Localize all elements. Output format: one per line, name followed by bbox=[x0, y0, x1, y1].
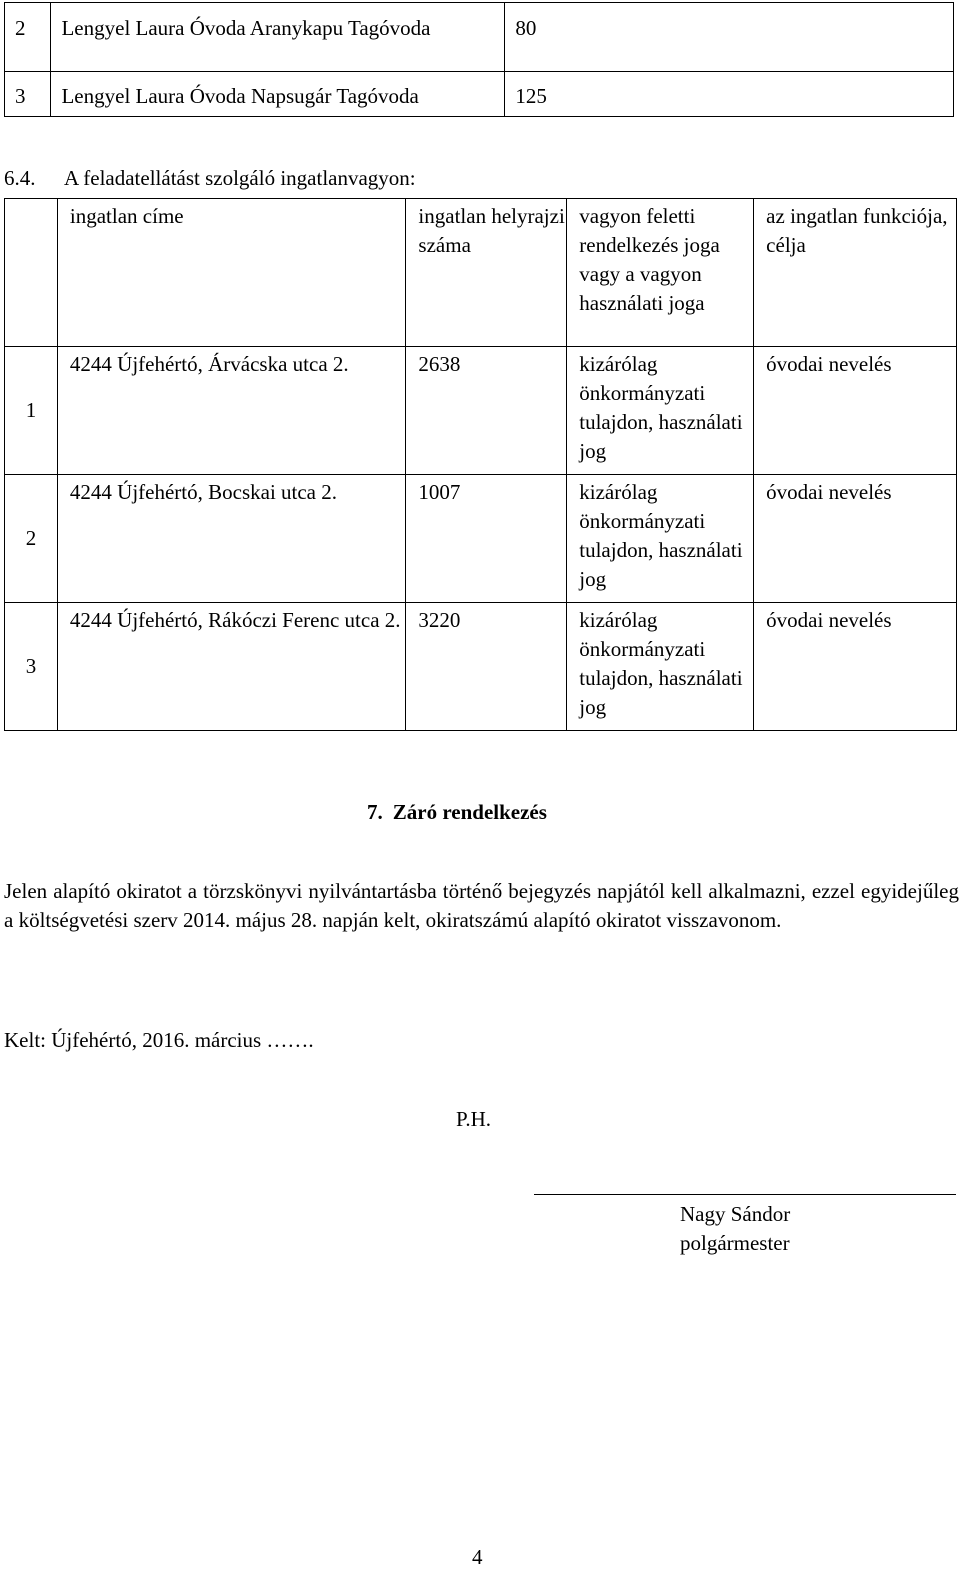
row-number: 3 bbox=[5, 72, 51, 117]
closing-title: Záró rendelkezés bbox=[392, 800, 547, 824]
table-row bbox=[5, 603, 957, 731]
row-number: 1 bbox=[5, 347, 58, 475]
row-number: 2 bbox=[5, 475, 58, 603]
section-title: A feladatellátást szolgáló ingatlanvagyon: bbox=[64, 166, 416, 190]
signature-line bbox=[534, 1194, 956, 1195]
header-property-right: vagyon feletti rendelkezés joga vagy a vagyon használati joga bbox=[567, 199, 754, 347]
table-row bbox=[5, 347, 957, 475]
capacity-value: 80 bbox=[505, 3, 954, 72]
closing-number: 7. bbox=[367, 800, 383, 824]
table-row bbox=[5, 72, 954, 117]
property-address: 4244 Újfehértó, Bocskai utca 2. bbox=[57, 475, 406, 603]
table-row bbox=[5, 3, 954, 72]
signatory-name: Nagy Sándor bbox=[680, 1202, 791, 1226]
property-address: 4244 Újfehértó, Rákóczi Ferenc utca 2. bbox=[57, 603, 406, 731]
row-number: 3 bbox=[5, 603, 58, 731]
facility-name: Lengyel Laura Óvoda Napsugár Tagóvoda bbox=[51, 72, 505, 117]
row-number: 2 bbox=[5, 3, 51, 72]
page-number: 4 bbox=[472, 1545, 483, 1569]
section-heading bbox=[4, 164, 416, 193]
property-right: kizárólag önkormányzati tulajdon, használati jog bbox=[567, 603, 754, 731]
header-number bbox=[5, 199, 58, 347]
closing-paragraph: Jelen alapító okiratot a törzskönyvi nyilvántartásba történő bejegyzés napjától kell alkalmazni, ezzel egyidejűleg a költségvetési szerv 2014. május 28. napján kelt, okiratszámú alapító okiratot visszavonom. bbox=[4, 879, 959, 932]
table-row bbox=[5, 475, 957, 603]
header-lot-number: ingatlan helyrajzi száma bbox=[406, 199, 567, 347]
header-function: az ingatlan funkciója, célja bbox=[754, 199, 957, 347]
property-right: kizárólag önkormányzati tulajdon, használati jog bbox=[567, 475, 754, 603]
property-table bbox=[4, 198, 957, 731]
property-function: óvodai nevelés bbox=[754, 347, 957, 475]
capacity-value: 125 bbox=[505, 72, 954, 117]
lot-number: 3220 bbox=[406, 603, 567, 731]
property-address: 4244 Újfehértó, Árvácska utca 2. bbox=[57, 347, 406, 475]
facility-capacity-table bbox=[4, 2, 954, 117]
dated-line: Kelt: Újfehértó, 2016. március ……. bbox=[4, 1028, 314, 1052]
facility-name: Lengyel Laura Óvoda Aranykapu Tagóvoda bbox=[51, 3, 505, 72]
lot-number: 1007 bbox=[406, 475, 567, 603]
signatory-title: polgármester bbox=[680, 1231, 790, 1255]
section-number: 6.4. bbox=[4, 166, 36, 190]
table-header-row bbox=[5, 199, 957, 347]
stamp-placeholder: P.H. bbox=[456, 1107, 492, 1131]
closing-heading bbox=[367, 798, 547, 827]
lot-number: 2638 bbox=[406, 347, 567, 475]
property-right: kizárólag önkormányzati tulajdon, használati jog bbox=[567, 347, 754, 475]
property-function: óvodai nevelés bbox=[754, 603, 957, 731]
header-address: ingatlan címe bbox=[57, 199, 406, 347]
property-function: óvodai nevelés bbox=[754, 475, 957, 603]
